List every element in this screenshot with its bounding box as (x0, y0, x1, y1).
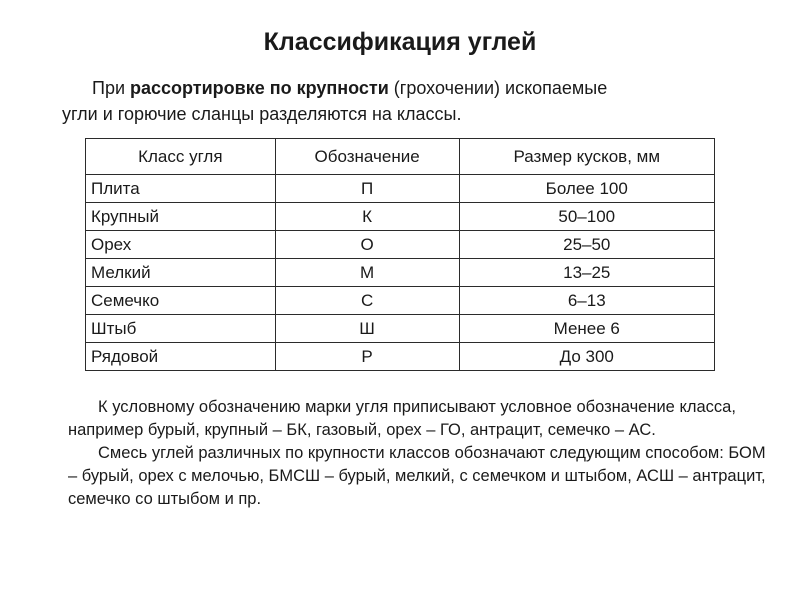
cell-size: 13–25 (459, 259, 715, 287)
cell-class-name: Семечко (86, 287, 276, 315)
header-coal-class: Класс угля (86, 139, 276, 175)
cell-size: Менее 6 (459, 315, 715, 343)
coal-classes-table (85, 138, 715, 371)
cell-size: Более 100 (459, 175, 715, 203)
cell-designation: К (275, 203, 459, 231)
cell-designation: Р (275, 343, 459, 371)
table-row (86, 343, 715, 371)
cell-size: 6–13 (459, 287, 715, 315)
header-designation: Обозначение (275, 139, 459, 175)
cell-class-name: Рядовой (86, 343, 276, 371)
cell-class-name: Крупный (86, 203, 276, 231)
intro-text-end: (грохочении) ископаемые (388, 78, 608, 98)
header-piece-size: Размер кусков, мм (459, 139, 715, 175)
cell-class-name: Мелкий (86, 259, 276, 287)
cell-designation: М (275, 259, 459, 287)
cell-designation: Ш (275, 315, 459, 343)
cell-class-name: Орех (86, 231, 276, 259)
notes-section (68, 396, 768, 511)
table-row (86, 203, 715, 231)
table-row (86, 231, 715, 259)
cell-designation: П (275, 175, 459, 203)
cell-size: 50–100 (459, 203, 715, 231)
cell-designation: С (275, 287, 459, 315)
intro-line-1 (62, 75, 752, 101)
table-row (86, 259, 715, 287)
cell-class-name: Штыб (86, 315, 276, 343)
table-header-row (86, 139, 715, 175)
cell-size: 25–50 (459, 231, 715, 259)
cell-size: До 300 (459, 343, 715, 371)
intro-paragraph (62, 75, 752, 127)
notes-paragraph-2: Смесь углей различных по крупности классов обозначают следующим способом: БОМ – бурый, орех с мелочью, БМСШ – бурый, мелкий, с семечком и штыбом, АСШ – антрацит, семечко со штыбом и пр. (68, 444, 766, 508)
intro-bold-term: рассортировке по крупности (130, 78, 389, 98)
notes-paragraph-1: К условному обозначению марки угля приписывают условное обозначение класса, например бурый, крупный – БК, газовый, орех – ГО, антрацит, семечко – АС. (68, 398, 736, 439)
table-row (86, 287, 715, 315)
intro-text-start: При (92, 78, 131, 98)
table-row (86, 175, 715, 203)
cell-designation: О (275, 231, 459, 259)
cell-class-name: Плита (86, 175, 276, 203)
table-row (86, 315, 715, 343)
page-title: Классификация углей (263, 28, 537, 56)
intro-line-2: угли и горючие сланцы разделяются на классы. (62, 104, 462, 124)
